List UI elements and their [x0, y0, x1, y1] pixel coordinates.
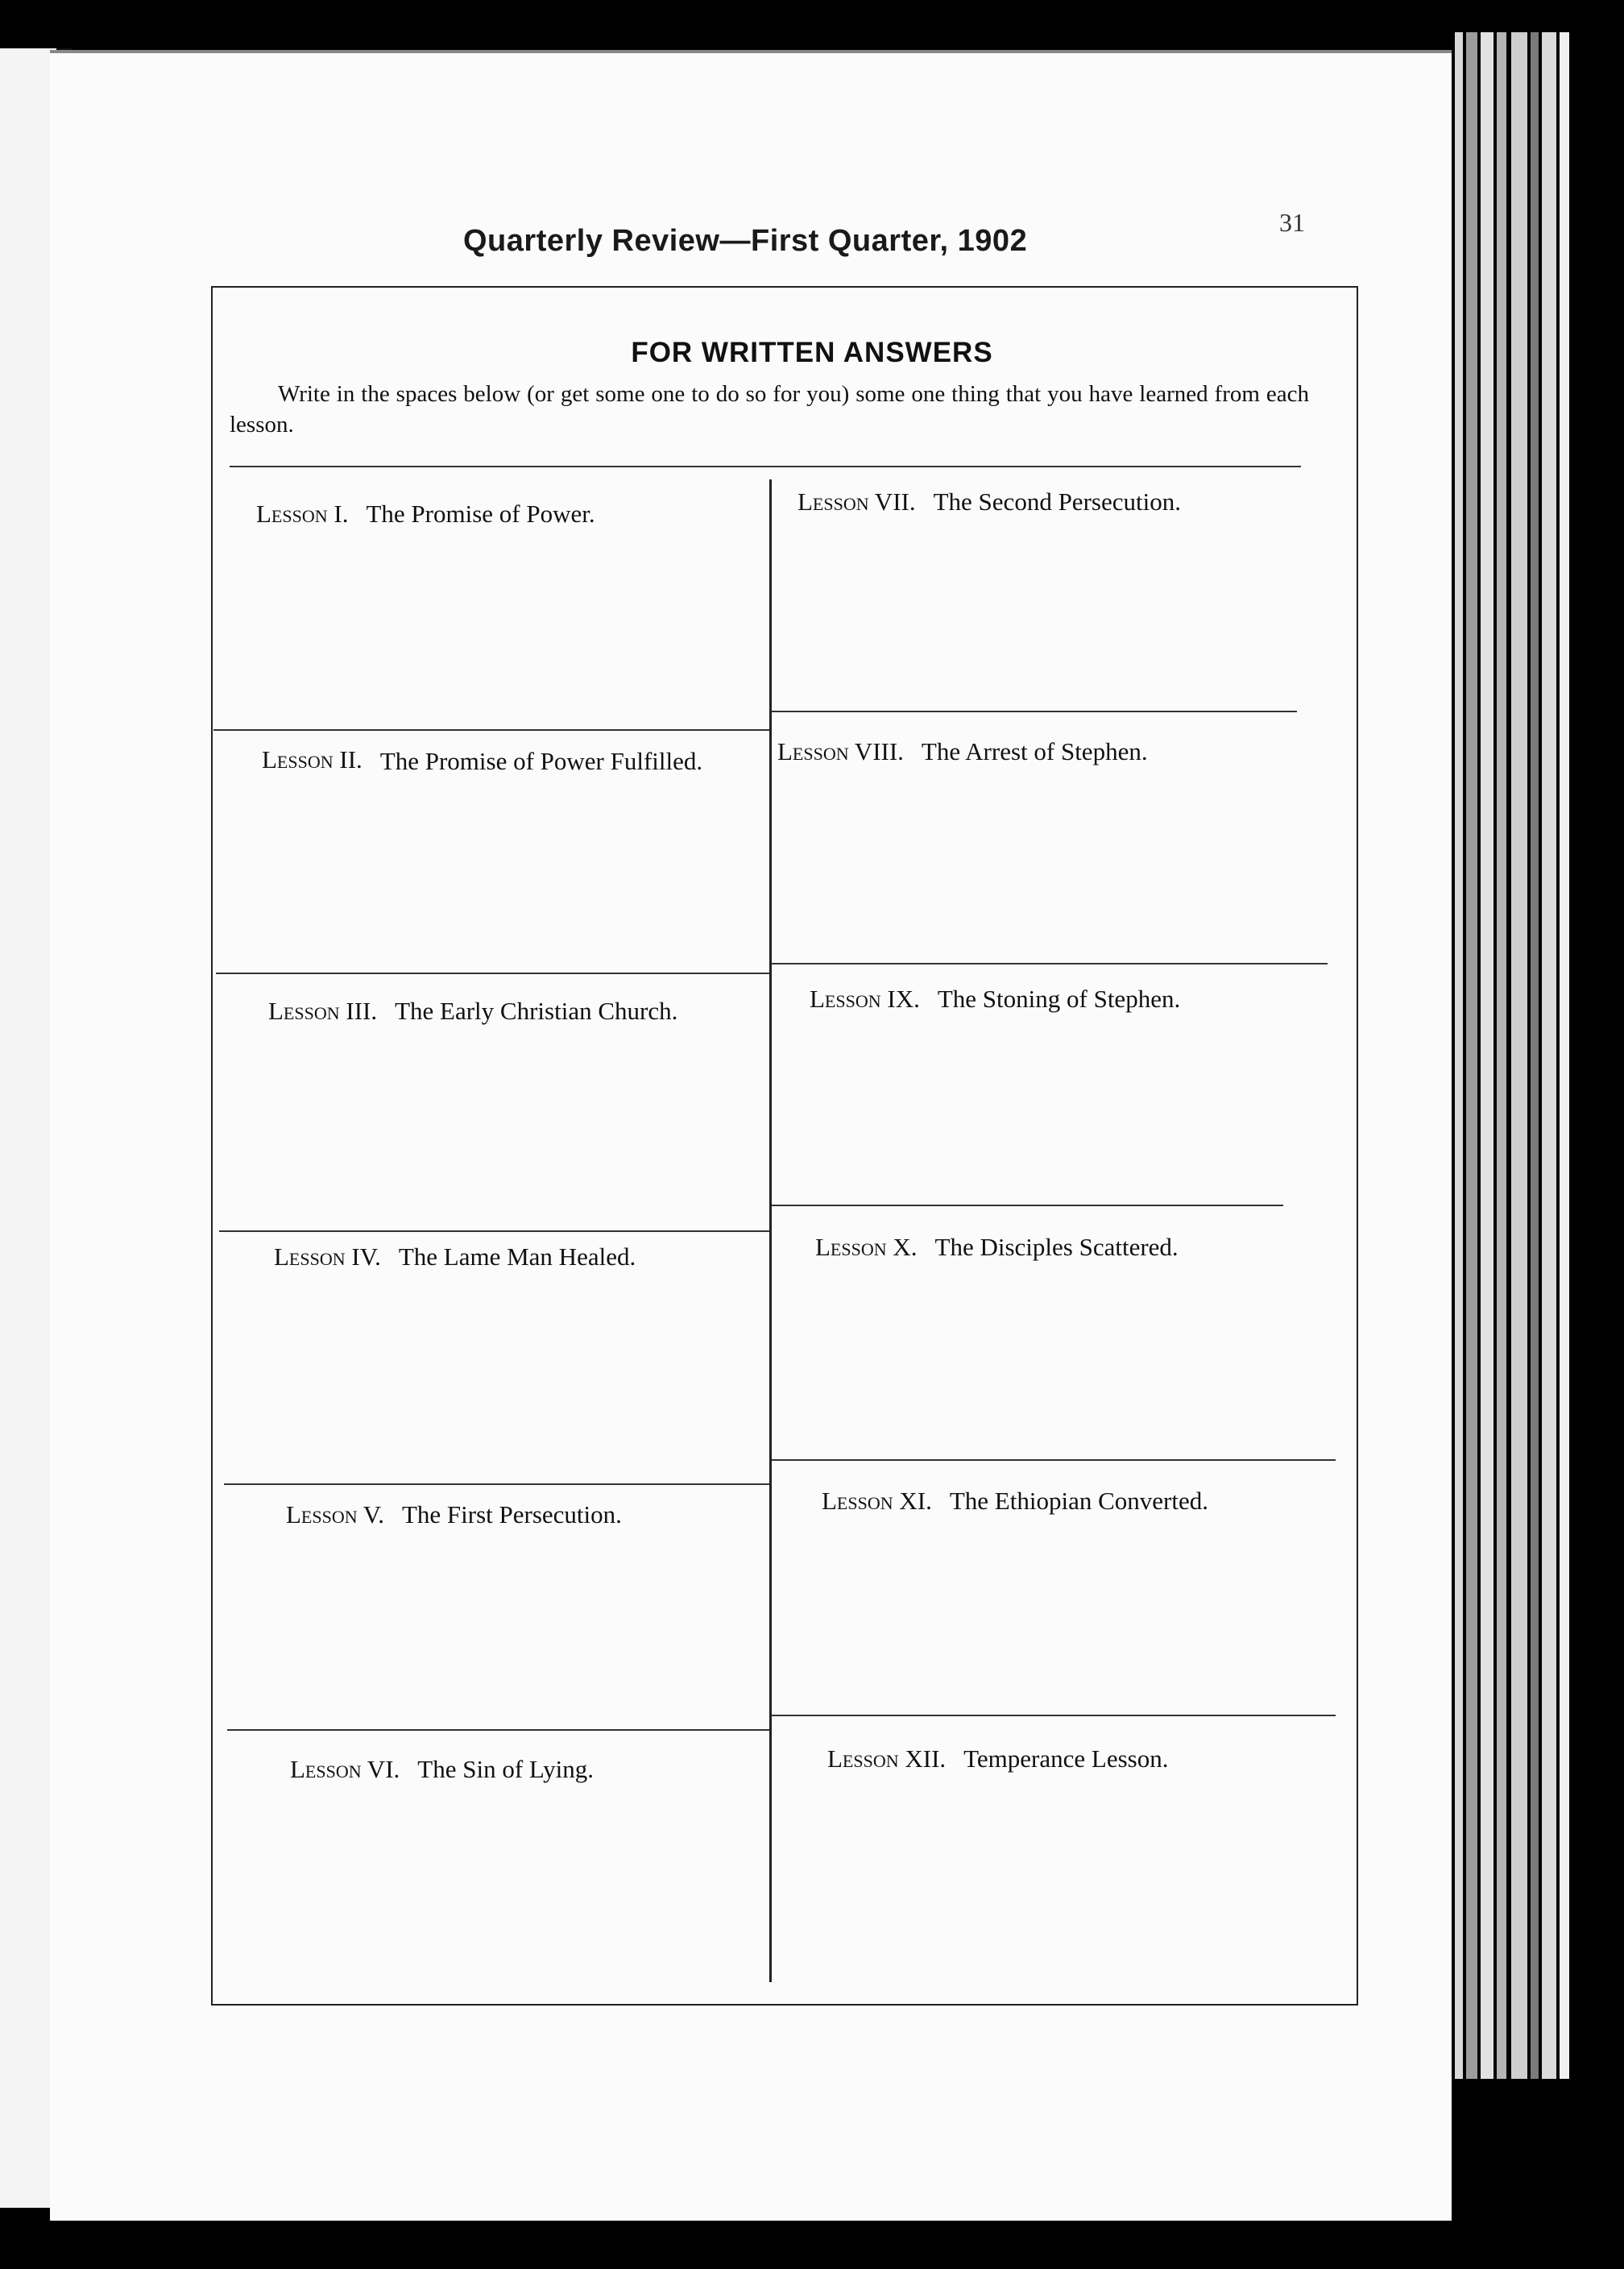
form-heading: FOR WRITTEN ANSWERS: [631, 337, 993, 368]
lesson-entry: [777, 737, 1148, 766]
lesson-entry: [286, 1500, 622, 1529]
lesson-entry: [815, 1233, 1179, 1262]
lesson-number: Lesson III.: [268, 997, 378, 1025]
row-divider: [227, 1729, 769, 1731]
lesson-title: The First Persecution.: [401, 1500, 622, 1529]
lesson-title: The Disciples Scattered.: [934, 1233, 1179, 1261]
lesson-number: Lesson I.: [256, 500, 349, 528]
lesson-number: Lesson IX.: [810, 985, 920, 1013]
lesson-entry: [268, 997, 677, 1026]
row-divider: [772, 711, 1297, 712]
row-divider: [772, 1715, 1336, 1716]
lesson-number: Lesson VI.: [290, 1755, 400, 1783]
lesson-entry: [274, 1242, 636, 1271]
lesson-title: The Ethiopian Converted.: [949, 1487, 1208, 1515]
lesson-entry: [256, 500, 595, 529]
page-number: 31: [1279, 208, 1305, 237]
row-divider: [213, 729, 769, 731]
lesson-title: The Lame Man Healed.: [398, 1242, 636, 1271]
answer-form-box: [211, 286, 1358, 2006]
lesson-title: The Promise of Power.: [366, 500, 595, 528]
lesson-number: Lesson V.: [286, 1500, 384, 1529]
divider: [230, 466, 1301, 467]
lesson-entry: [798, 487, 1181, 516]
lesson-number: Lesson IV.: [274, 1242, 381, 1271]
column-divider: [769, 479, 772, 1982]
form-instructions: Write in the spaces below (or get some one to do so for you) some one thing that you have learned from each lesson.: [230, 381, 1309, 438]
lesson-title: The Stoning of Stephen.: [937, 985, 1181, 1013]
lesson-title: The Early Christian Church.: [395, 997, 678, 1025]
row-divider: [219, 1230, 769, 1232]
lesson-title: The Arrest of Stephen.: [921, 737, 1148, 765]
row-divider: [216, 973, 769, 974]
lesson-entry: [290, 1755, 594, 1784]
row-divider: [772, 1459, 1336, 1461]
lesson-title: The Sin of Lying.: [417, 1755, 594, 1783]
lesson-number: Lesson XI.: [822, 1487, 932, 1515]
page-header-title: Quarterly Review—First Quarter, 1902: [463, 224, 1028, 258]
lesson-entry: [827, 1744, 1168, 1773]
lesson-entry: [262, 745, 706, 778]
lesson-title: The Second Persecution.: [933, 487, 1181, 516]
lesson-number: Lesson X.: [815, 1233, 918, 1261]
lesson-number: Lesson XII.: [827, 1744, 947, 1773]
lesson-number: Lesson VII.: [798, 487, 916, 516]
row-divider: [772, 1205, 1283, 1206]
lesson-title: Temperance Lesson.: [963, 1744, 1169, 1773]
lesson-number: Lesson II.: [262, 745, 362, 774]
left-page-edge: [0, 48, 56, 2208]
lesson-title: The Promise of Power Fulfilled.: [379, 747, 703, 775]
lesson-entry: [822, 1487, 1208, 1516]
row-divider: [224, 1483, 769, 1485]
lesson-number: Lesson VIII.: [777, 737, 904, 765]
row-divider: [772, 963, 1328, 964]
lesson-entry: [810, 985, 1180, 1014]
